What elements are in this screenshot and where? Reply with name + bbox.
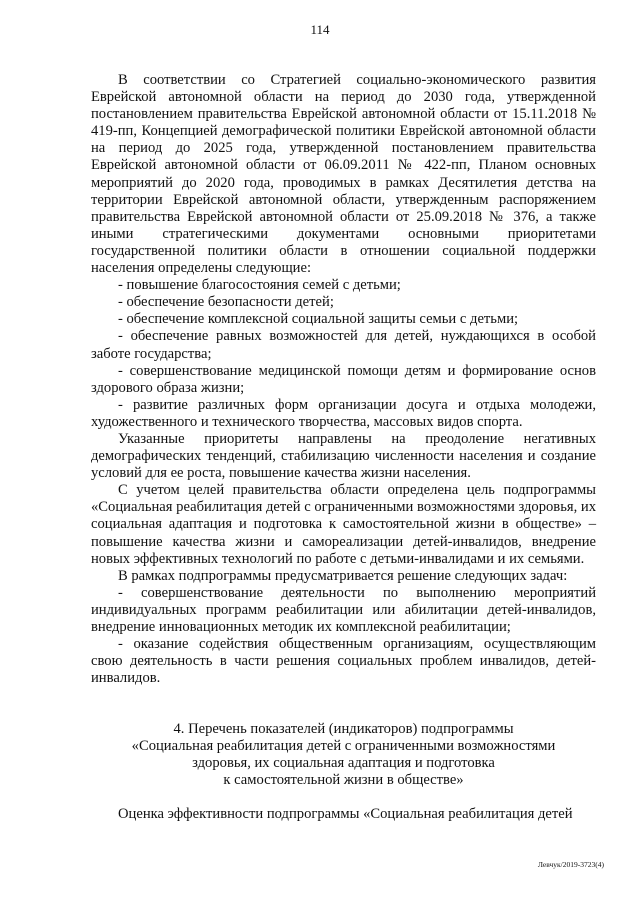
task-item: - оказание содействия общественным организациям, осуществляющим свою деятельность в части решения социальных проблем инвалидов, детей-инвалидов. bbox=[91, 636, 596, 687]
section-heading-line: «Социальная реабилитация детей с ограниченными возможностями bbox=[131, 738, 556, 755]
priority-item: - совершенствование медицинской помощи детям и формирование основ здорового образа жизни; bbox=[91, 362, 596, 396]
footer-code: Левчук/2019-3723(4) bbox=[537, 860, 604, 869]
body-text bbox=[91, 72, 596, 687]
paragraph-priorities-purpose: Указанные приоритеты направлены на преодоление негативных демографических тенденций, стабилизацию численности населения и создание условий для ее роста, повышение качества жизни населения. bbox=[91, 430, 596, 482]
priority-item: - развитие различных форм организации досуга и отдыха молодежи, художественного и технического творчества, массовых видов спорта. bbox=[91, 396, 596, 430]
priority-item: - повышение благосостояния семей с детьми; bbox=[118, 277, 401, 294]
section-heading-line: здоровья, их социальная адаптация и подготовка bbox=[192, 755, 495, 772]
priority-item: - обеспечение равных возможностей для детей, нуждающихся в особой заботе государства; bbox=[91, 328, 596, 362]
priority-item: - обеспечение комплексной социальной защиты семьи с детьми; bbox=[118, 311, 519, 328]
section-heading bbox=[91, 721, 596, 789]
task-item: - совершенствование деятельности по выполнению мероприятий индивидуальных программ реабилитации или абилитации детей-инвалидов, внедрение инновационных методик их комплексной реабилитации; bbox=[91, 584, 596, 635]
section-heading-line: к самостоятельной жизни в обществе» bbox=[223, 772, 464, 789]
section-heading-line: 4. Перечень показателей (индикаторов) подпрограммы bbox=[173, 721, 514, 737]
paragraph-subprogram-goal: С учетом целей правительства области определена цель подпрограммы «Социальная реабилитация детей с ограниченными возможностями здоровья, их социальная адаптация и подготовка к самостоятельной жизни в обществе» – повышение качества жизни и самореализации детей-инвалидов, внедрение новых эффективных технологий по работе с детьми-инвалидами и их семьями. bbox=[91, 482, 596, 567]
paragraph-tasks-intro: В рамках подпрограммы предусматривается решение следующих задач: bbox=[118, 567, 568, 584]
paragraph-intro: В соответствии со Стратегией социально-экономического развития Еврейской автономной области на период до 2030 года, утвержденной постановлением правительства Еврейской автономной области от 15.11.2018 № 419-пп, Концепцией демографической политики Еврейской автономной области на период до 2025 года, утвержденной постановлением правительства Еврейской автономной области от 06.09.2011 № 422-пп, Планом основных мероприятий до 2020 года, проводимых в рамках Десятилетия детства на территории Еврейской автономной области, утвержденным распоряжением правительства Еврейской автономной области от 25.09.2018 № 376, а также иными стратегическими документами основными приоритетами государственной политики области в отношении социальной поддержки населения определены следующие: bbox=[91, 72, 596, 277]
closing-line: Оценка эффективности подпрограммы «Социальная реабилитация детей bbox=[118, 806, 573, 822]
page-number: 114 bbox=[310, 22, 330, 37]
priority-item: - обеспечение безопасности детей; bbox=[118, 294, 334, 311]
